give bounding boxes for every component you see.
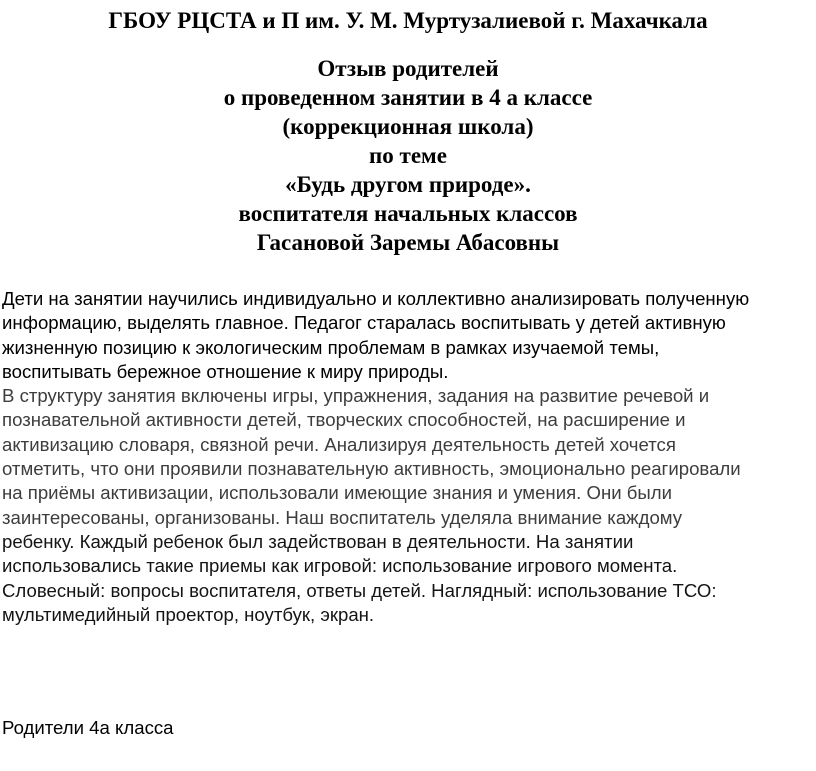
signature: Родители 4а класса bbox=[2, 717, 174, 738]
title-line: по теме bbox=[369, 143, 447, 168]
document-title bbox=[0, 54, 816, 257]
title-line: (коррекционная школа) bbox=[282, 114, 534, 139]
review-body bbox=[2, 287, 814, 627]
paragraph-lesson-structure: В структуру занятия включены игры, упражнения, задания на развитие речевой и познавательной активности детей, творческих способностей, на расширение и активизацию словаря, связной речи. Анализируя деятельность детей хочется отметить, что они проявили познавательную активность, эмоционально реагировали на приёмы активизации, использовали имеющие знания и умения. Они были заинтересованы, организованы. Наш воспитатель уделяла внимание каждому bbox=[2, 385, 741, 528]
paragraph-learning-outcomes: Дети на занятии научились индивидуально и коллективно анализировать полученную информацию, выделять главное. Педагог старалась воспитывать у детей активную жизненную позицию к экологическим проблемам в рамках изучаемой темы, воспитывать бережное отношение к миру природы. bbox=[2, 288, 750, 382]
paragraph-methods: ребенку. Каждый ребенок был задействован в деятельности. На занятии использовались такие приемы как игровой: использование игрового момента. Словесный: вопросы воспитателя, ответы детей. Наглядный: использование ТСО: мультимедийный проектор, ноутбук, экран. bbox=[2, 530, 717, 625]
title-line: «Будь другом природе». bbox=[285, 172, 531, 197]
title-line: воспитателя начальных классов bbox=[238, 201, 578, 226]
title-line: о проведенном занятии в 4 а классе bbox=[223, 85, 593, 110]
title-line: Отзыв родителей bbox=[317, 56, 499, 81]
title-line: Гасановой Заремы Абасовны bbox=[256, 230, 560, 255]
school-name: ГБОУ РЦСТА и П им. У. М. Муртузалиевой г. Махачкала bbox=[108, 8, 708, 33]
